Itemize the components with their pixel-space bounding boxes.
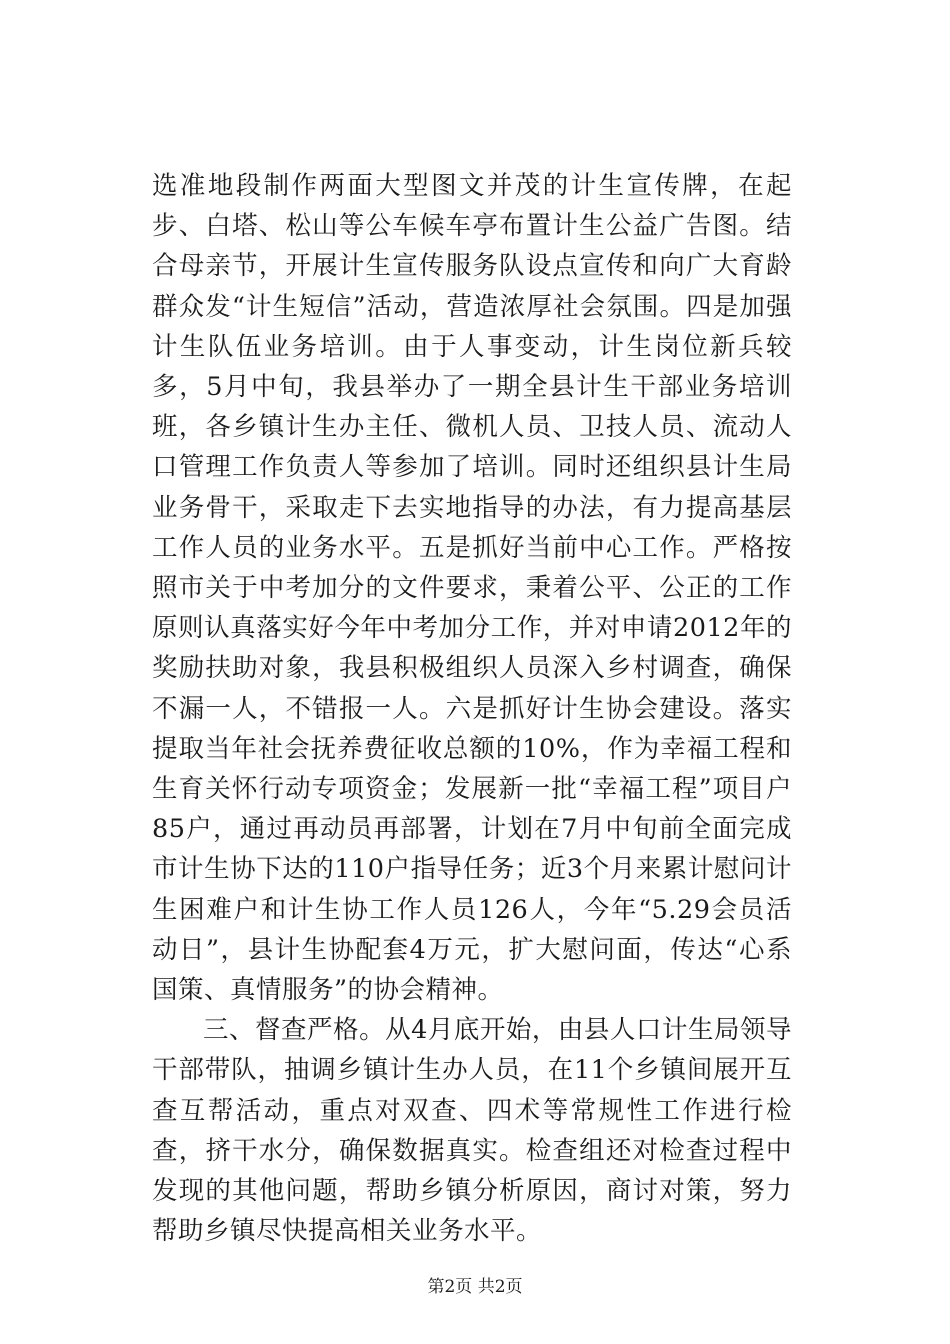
body-paragraph-2: 三、督查严格。从4月底开始，由县人口计生局领导干部带队，抽调乡镇计生办人员，在11个乡镇间展开互查互帮活动，重点对双查、四术等常规性工作进行检查，挤干水分，确保数据真实。检查组还对检查过程中发现的其他问题，帮助乡镇分析原因，商讨对策，努力帮助乡镇尽快提高相关业务水平。: [152, 1015, 792, 1247]
document-body: [152, 166, 792, 1251]
page-footer: 第2页 共2页: [427, 1277, 523, 1297]
body-paragraph-1: 选准地段制作两面大型图文并茂的计生宣传牌，在起步、白塔、松山等公车候车亭布置计生公益广告图。结合母亲节，开展计生宣传服务队设点宣传和向广大育龄群众发“计生短信”活动，营造浓厚社会氛围。四是加强计生队伍业务培训。由于人事变动，计生岗位新兵较多，5月中旬，我县举办了一期全县计生干部业务培训班，各乡镇计生办主任、微机人员、卫技人员、流动人口管理工作负责人等参加了培训。同时还组织县计生局业务骨干，采取走下去实地指导的办法，有力提高基层工作人员的业务水平。五是抓好当前中心工作。严格按照市关于中考加分的文件要求，秉着公平、公正的工作原则认真落实好今年中考加分工作，并对申请2012年的奖励扶助对象，我县积极组织人员深入乡村调查，确保不漏一人，不错报一人。六是抓好计生协会建设。落实提取当年社会抚养费征收总额的10%，作为幸福工程和生育关怀行动专项资金；发展新一批“幸福工程”项目户85户，通过再动员再部署，计划在7月中旬前全面完成市计生协下达的110户指导任务；近3个月来累计慰问计生困难户和计生协工作人员126人，今年“5.29会员活动日”，县计生协配套4万元，扩大慰问面，传达“心系国策、真情服务”的协会精神。: [152, 171, 792, 1006]
